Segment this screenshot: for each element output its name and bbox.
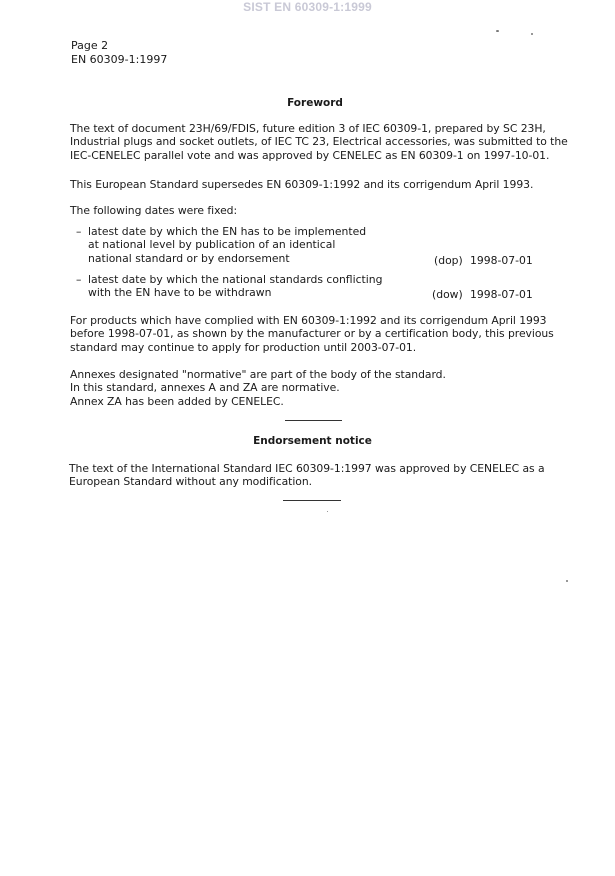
paragraph-line: before 1998-07-01, as shown by the manufacturer or by a certification body, this previous [70,327,554,341]
foreword-paragraph-3: The following dates were fixed: [70,204,238,217]
page-header [71,39,167,67]
endorsement-heading: Endorsement notice [253,435,372,447]
date-item-text [88,273,382,300]
date-item-line: national standard or by endorsement [88,251,290,265]
scan-speck [566,580,568,582]
page-number: Page 2 [71,39,109,52]
dash-bullet: – [76,273,82,286]
date-item-line: with the EN have to be withdrawn [88,286,272,300]
dash-bullet: – [76,225,82,238]
paragraph-line: standard may continue to apply for production until 2003-07-01. [70,340,417,354]
paragraph-line: For products which have complied with EN 60309-1:1992 and its corrigendum April 1993 [70,314,547,327]
foreword-paragraph-1 [70,122,570,162]
paragraph-line: IEC-CENELEC parallel vote and was approved by CENELEC as EN 60309-1 on 1997-10-01. [70,148,550,162]
date-item-line: latest date by which the national standards conflicting [88,273,383,286]
scan-speck [531,33,533,35]
dow-date: 1998-07-01 [470,288,533,301]
dow-code: (dow) [432,288,463,301]
dop-code: (dop) [434,254,463,267]
section-divider [285,420,342,421]
foreword-heading: Foreword [287,97,343,109]
date-item-line: at national level by publication of an identical [88,238,336,252]
dop-date: 1998-07-01 [470,254,533,267]
foreword-paragraph-5 [70,368,570,408]
paragraph-line: Industrial plugs and socket outlets, of IEC TC 23, Electrical accessories, was submitted to the [70,135,568,149]
paragraph-line: Annexes designated "normative" are part of the body of the standard. [70,368,446,381]
section-divider [283,500,341,501]
foreword-paragraph-4 [70,314,570,354]
paragraph-line: European Standard without any modification. [69,475,313,489]
date-item-line: latest date by which the EN has to be implemented [88,225,367,238]
date-item-text [88,225,366,265]
paragraph-line: Annex ZA has been added by CENELEC. [70,394,284,408]
paragraph-line: The text of document 23H/69/FDIS, future edition 3 of IEC 60309-1, prepared by SC 23H, [70,122,546,135]
standard-number: EN 60309-1:1997 [71,53,168,66]
watermark: SIST EN 60309-1:1999 [243,0,372,14]
endorsement-paragraph [69,462,569,489]
paragraph-line: The text of the International Standard IEC 60309-1:1997 was approved by CENELEC as a [69,462,545,475]
paragraph-line: In this standard, annexes A and ZA are normative. [70,381,340,395]
foreword-paragraph-2: This European Standard supersedes EN 60309-1:1992 and its corrigendum April 1993. [70,178,534,191]
scan-speck [496,30,499,32]
scan-speck [327,511,328,512]
